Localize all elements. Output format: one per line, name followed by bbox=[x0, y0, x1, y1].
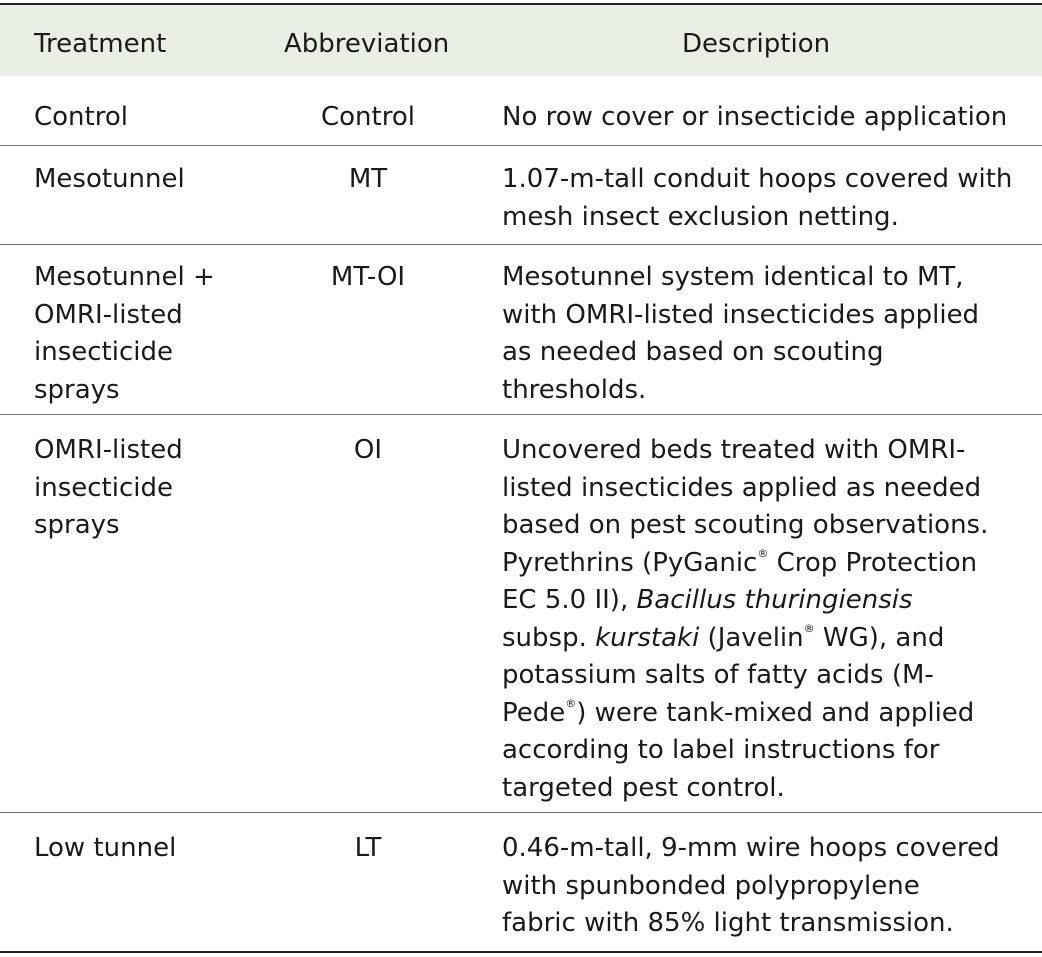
row-divider bbox=[0, 145, 1042, 146]
description-cell: 1.07-m-tall conduit hoops covered with mesh insect exclusion netting. bbox=[502, 164, 1013, 232]
header-abbreviation: Abbreviation bbox=[284, 29, 450, 59]
description-cell: No row cover or insecticide application bbox=[502, 102, 1008, 132]
registered-mark: ® bbox=[565, 696, 577, 710]
row-divider bbox=[0, 414, 1042, 415]
description-cell: 0.46-m-tall, 9-mm wire hoops covered with spunbonded polypropylene fabric with 85% light transmission. bbox=[502, 833, 1000, 938]
header-treatment: Treatment bbox=[34, 29, 167, 59]
header-description: Description bbox=[682, 29, 831, 59]
abbreviation-cell: LT bbox=[354, 833, 382, 863]
treatment-cell: Control bbox=[34, 102, 128, 132]
description-cell: Mesotunnel system identical to MT, with OMRI-listed insecticides applied as needed based on scouting thresholds. bbox=[502, 262, 980, 405]
abbreviation-cell: MT bbox=[348, 164, 388, 194]
table-header bbox=[0, 3, 1042, 76]
abbreviation-cell: Control bbox=[321, 102, 415, 132]
treatment-cell: Mesotunnel bbox=[34, 164, 185, 194]
treatment-cell: Low tunnel bbox=[34, 833, 177, 863]
table-bottom-rule bbox=[0, 951, 1042, 953]
row-divider bbox=[0, 244, 1042, 245]
treatment-cell: Mesotunnel + OMRI-listed insecticide sprays bbox=[34, 262, 215, 405]
description-cell: Uncovered beds treated with OMRI- listed insecticides applied as needed based on pest scouting observations. Pyrethrins (PyGanic® Crop Protection EC 5.0 II), Bacillus thuringiensis subsp. kurstaki (Javelin® WG), and potassium salts of fatty acids (M- Pede®) were tank-mixed and applied according to label instructions for targeted pest control. bbox=[502, 435, 989, 803]
abbreviation-cell: MT-OI bbox=[330, 262, 406, 292]
abbreviation-cell: OI bbox=[353, 435, 383, 465]
registered-mark: ® bbox=[757, 546, 769, 560]
row-divider bbox=[0, 812, 1042, 813]
registered-mark: ® bbox=[803, 621, 815, 635]
treatment-cell: OMRI-listed insecticide sprays bbox=[34, 435, 183, 540]
